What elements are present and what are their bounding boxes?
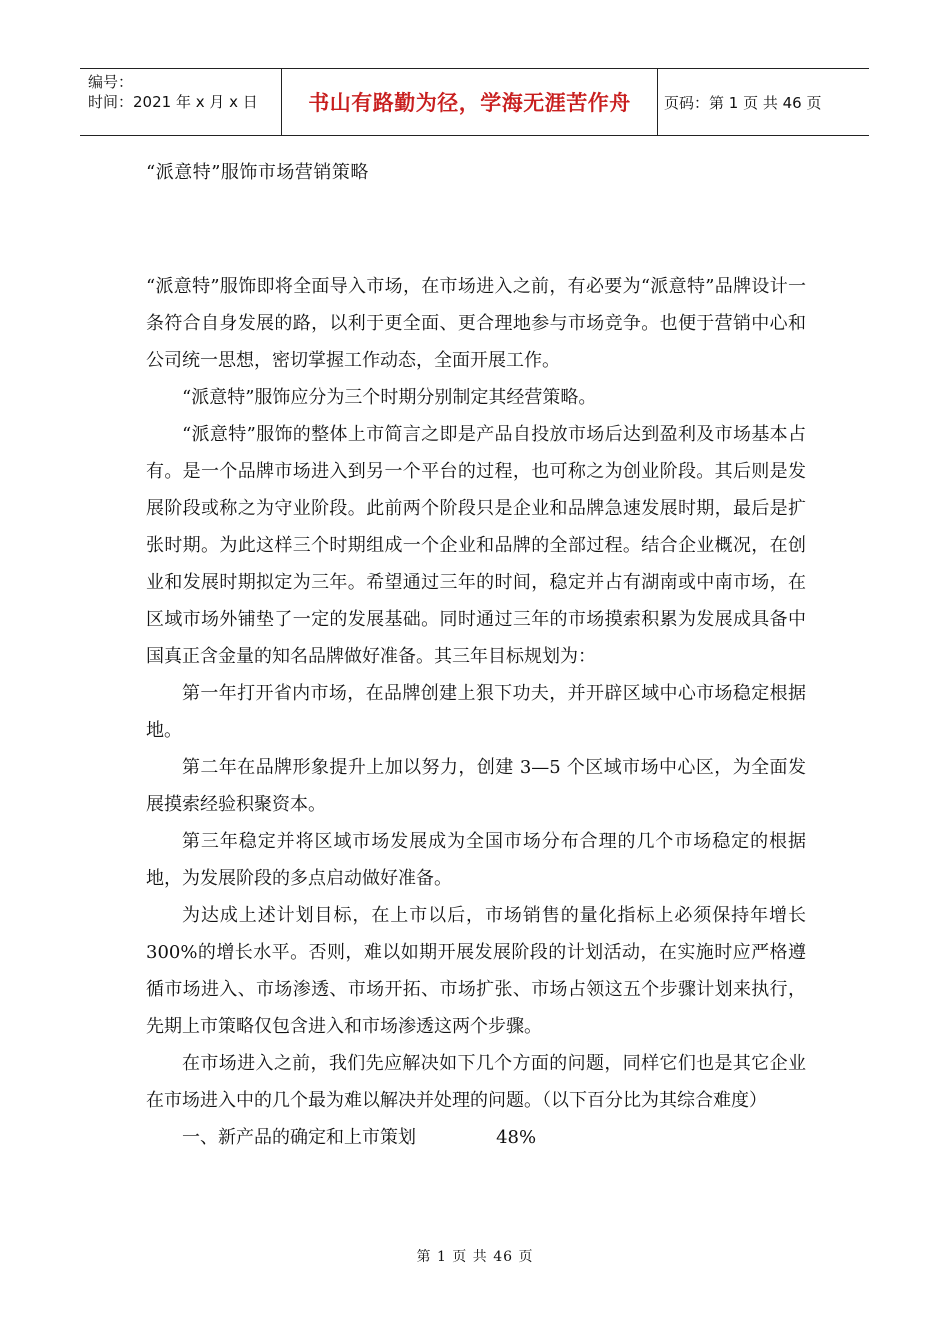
paragraph: “派意特”服饰的整体上市简言之即是产品自投放市场后达到盈利及市场基本占有。是一个品牌市场进入到另一个平台的过程，也可称之为创业阶段。其后则是发展阶段或称之为守业阶段。此前两个阶段只是企业和品牌急速发展时期，最后是扩张时期。为此这样三个时期组成一个企业和品牌的全部过程。结合企业概况，在创业和发展时期拟定为三年。希望通过三年的时间，稳定并占有湖南或中南市场，在区域市场外铺垫了一定的发展基础。同时通过三年的市场摸索积累为发展成具备中国真正含金量的知名品牌做好准备。其三年目标规划为：	[146, 424, 806, 667]
paragraph: 为达成上述计划目标，在上市以后，市场销售的量化指标上必须保持年增长 300%的增长水平。否则，难以如期开展发展阶段的计划活动，在实施时应严格遵循市场进入、市场渗透、市场开拓、市场扩张、市场占领这五个步骤计划来执行，先期上市策略仅包含进入和市场渗透这两个步骤。	[146, 905, 806, 1037]
paragraph: “派意特”服饰应分为三个时期分别制定其经营策略。	[182, 387, 597, 408]
document-title: “派意特”服饰市场营销策略	[146, 162, 369, 183]
list-item	[146, 1119, 806, 1156]
list-item-label: 一、新产品的确定和上市策划	[182, 1127, 416, 1148]
header-meta	[80, 69, 282, 135]
paragraph: 在市场进入之前，我们先应解决如下几个方面的问题，同样它们也是其它企业在市场进入中的几个最为难以解决并处理的问题。（以下百分比为其综合难度）	[146, 1053, 806, 1111]
paragraph: 第一年打开省内市场，在品牌创建上狠下功夫，并开辟区域中心市场稳定根据地。	[146, 683, 806, 741]
date-label: 时间：2021 年 x 月 x 日	[88, 93, 258, 111]
list-item-percent: 48%	[496, 1127, 537, 1148]
paragraph: “派意特”服饰即将全面导入市场，在市场进入之前，有必要为“派意特”品牌设计一条符合自身发展的路，以利于更全面、更合理地参与市场竞争。也便于营销中心和公司统一思想，密切掌握工作动态，全面开展工作。	[146, 276, 806, 371]
header-page-info: 页码：第 1 页 共 46 页	[664, 93, 822, 112]
header-motto: 书山有路勤为径，学海无涯苦作舟	[282, 69, 658, 135]
header-table	[80, 68, 869, 136]
paragraph: 第三年稳定并将区域市场发展成为全国市场分布合理的几个市场稳定的根据地，为发展阶段的多点启动做好准备。	[146, 831, 806, 889]
page-footer: 第 1 页 共 46 页	[416, 1249, 534, 1265]
document-body	[146, 268, 806, 1156]
paragraph: 第二年在品牌形象提升上加以努力，创建 3—5 个区域市场中心区，为全面发展摸索经验积聚资本。	[146, 757, 806, 815]
number-label: 编号：	[88, 73, 134, 91]
